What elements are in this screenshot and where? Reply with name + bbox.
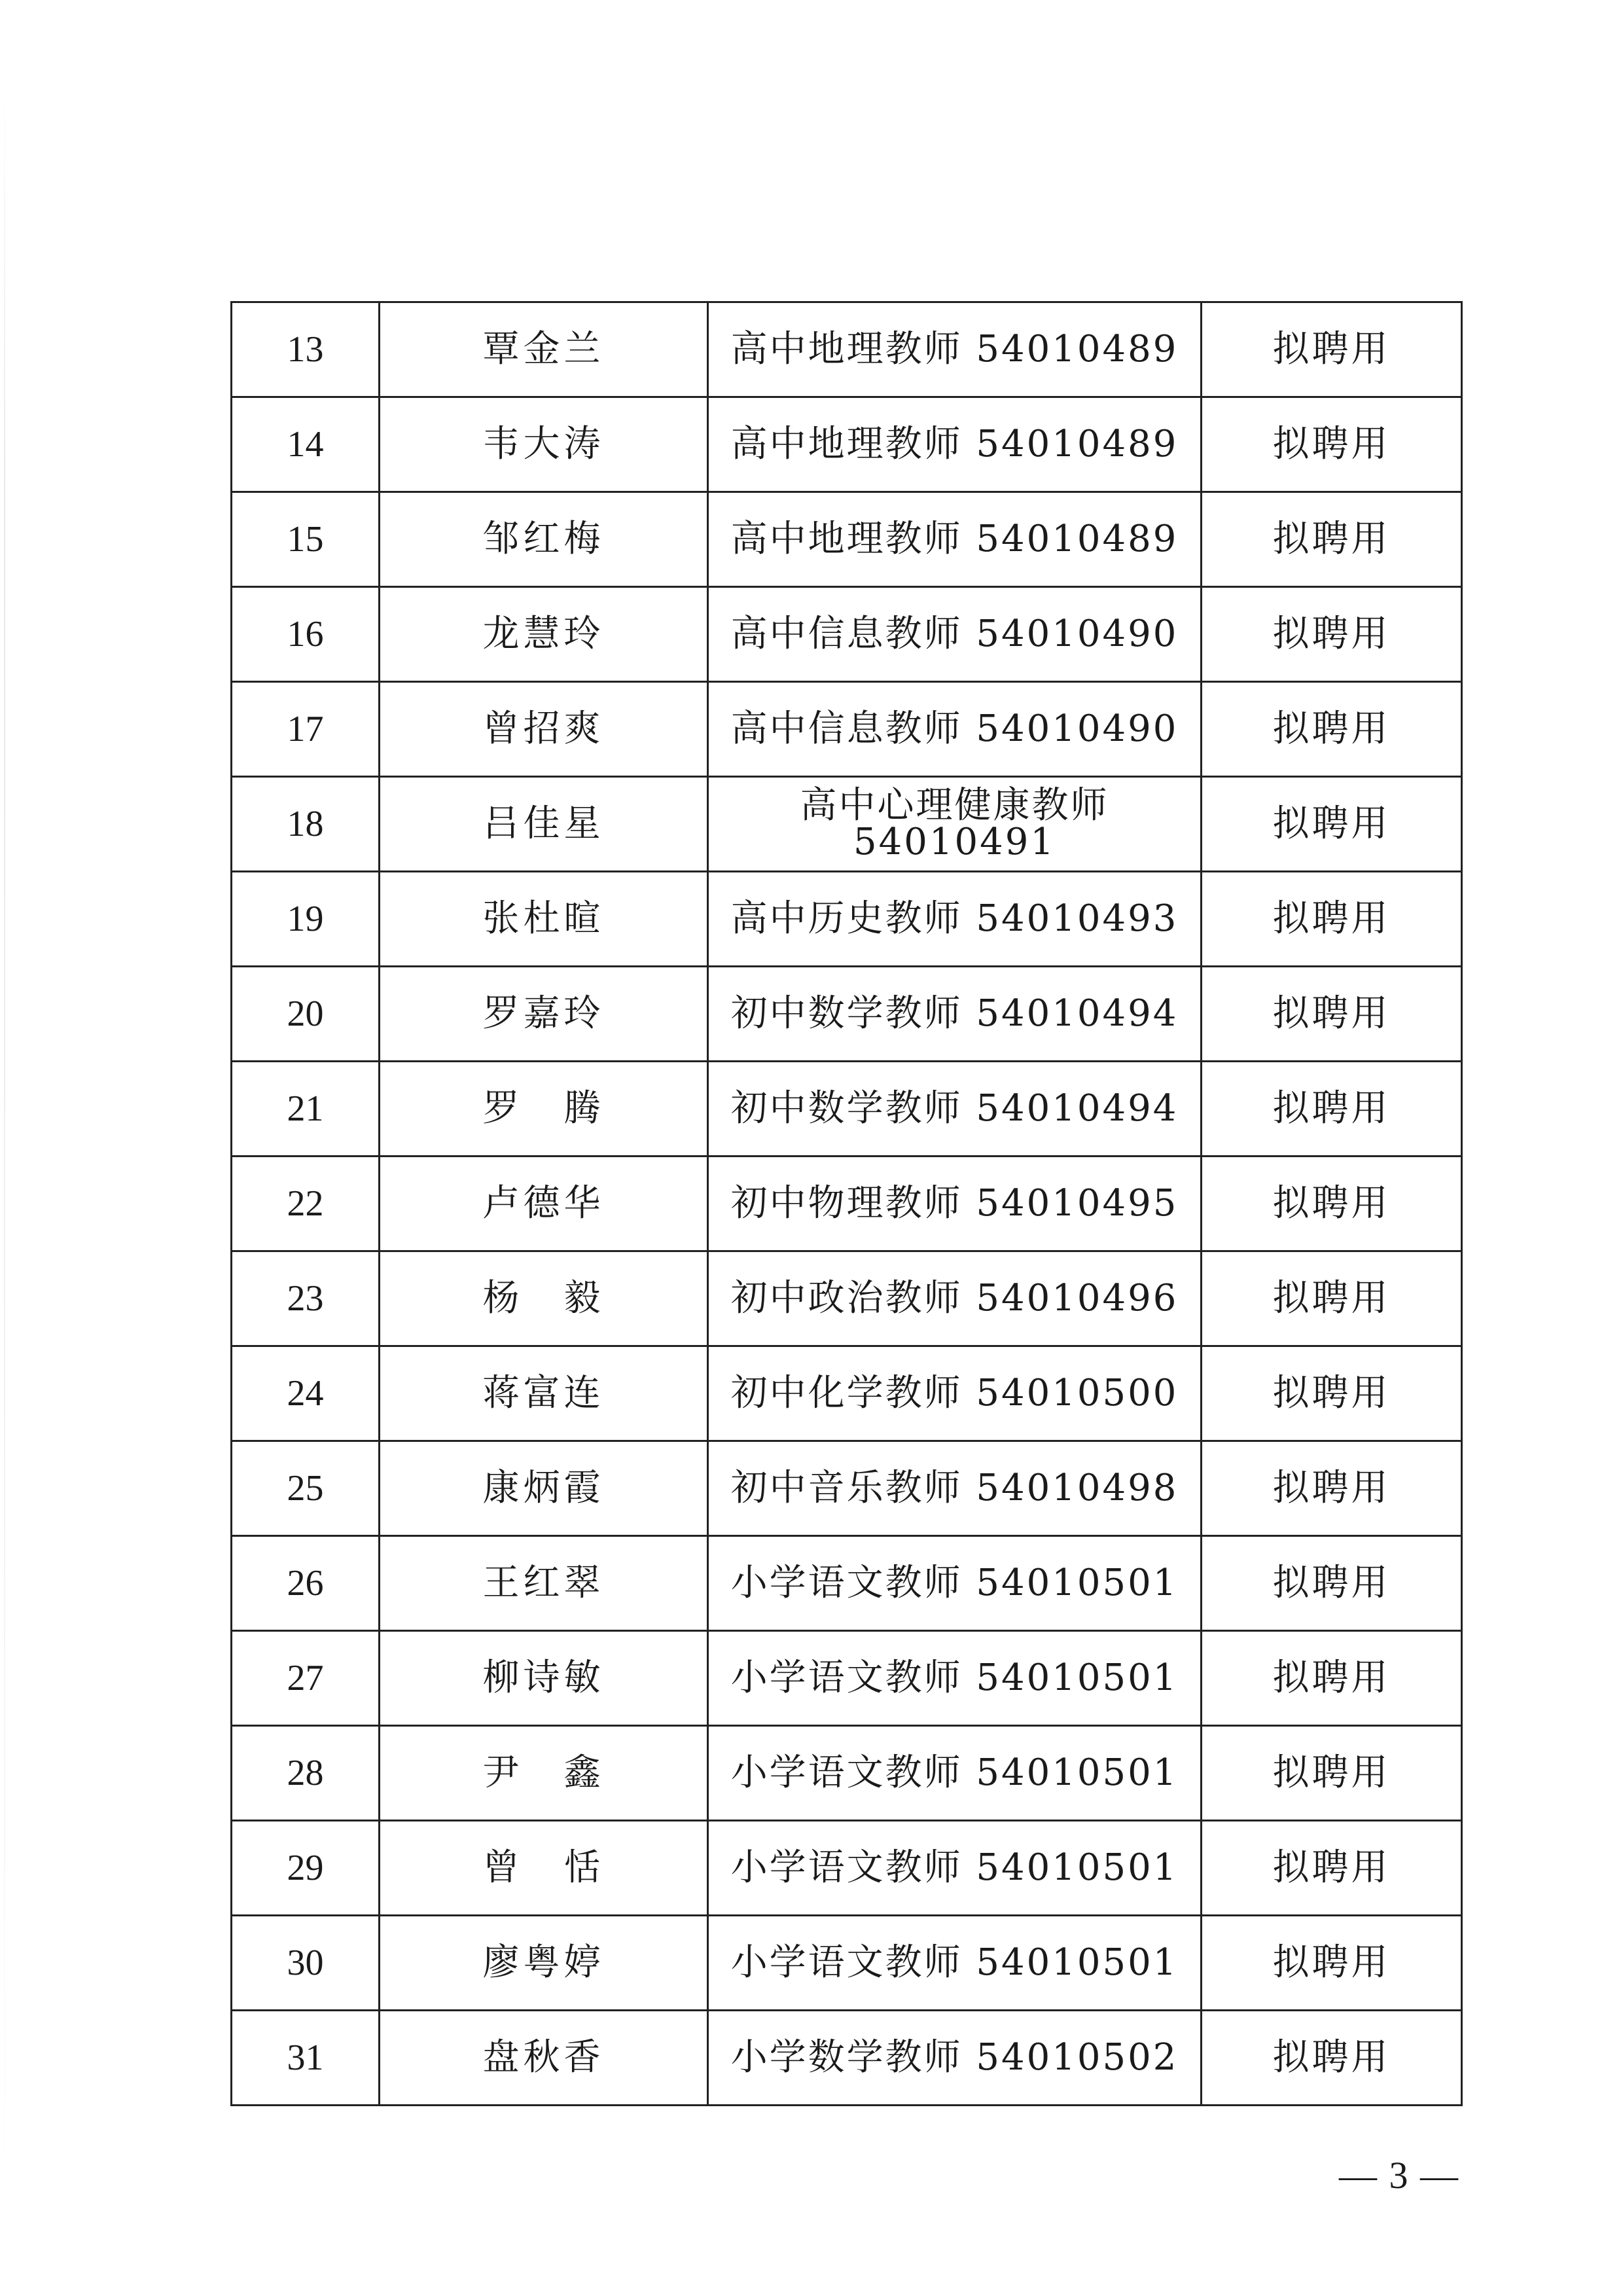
- row-number: 24: [232, 1346, 380, 1441]
- position-code: 小学语文教师 54010501: [708, 1536, 1202, 1631]
- position-code: 初中政治教师 54010496: [708, 1251, 1202, 1346]
- row-number: 18: [232, 777, 380, 872]
- candidate-name: 柳诗敏: [380, 1631, 708, 1726]
- hire-status: 拟聘用: [1202, 1157, 1462, 1251]
- position-code: 高中地理教师 54010489: [708, 397, 1202, 492]
- page-number: — 3 —: [1339, 2154, 1459, 2197]
- hire-status: 拟聘用: [1202, 1631, 1462, 1726]
- candidate-name: 张杜暄: [380, 872, 708, 967]
- candidate-name: 盘秋香: [380, 2011, 708, 2106]
- row-number: 15: [232, 492, 380, 587]
- table-row: [232, 682, 1462, 777]
- position-code: 高中心理健康教师 54010491: [708, 777, 1202, 872]
- roster-body: [232, 302, 1462, 2106]
- row-number: 21: [232, 1062, 380, 1157]
- table-row: [232, 587, 1462, 682]
- position-code: 初中音乐教师 54010498: [708, 1441, 1202, 1536]
- row-number: 13: [232, 302, 380, 397]
- row-number: 22: [232, 1157, 380, 1251]
- position-code: 高中地理教师 54010489: [708, 492, 1202, 587]
- candidate-name: 曾 恬: [380, 1821, 708, 1916]
- table-row: [232, 1631, 1462, 1726]
- candidate-name: 韦大涛: [380, 397, 708, 492]
- table-row: [232, 2011, 1462, 2106]
- position-code: 小学语文教师 54010501: [708, 1821, 1202, 1916]
- hire-status: 拟聘用: [1202, 587, 1462, 682]
- row-number: 17: [232, 682, 380, 777]
- table-row: [232, 1916, 1462, 2011]
- candidate-name: 蒋富连: [380, 1346, 708, 1441]
- position-code: 小学语文教师 54010501: [708, 1916, 1202, 2011]
- hire-status: 拟聘用: [1202, 1726, 1462, 1821]
- position-code: 高中信息教师 54010490: [708, 587, 1202, 682]
- row-number: 30: [232, 1916, 380, 2011]
- position-code: 初中数学教师 54010494: [708, 967, 1202, 1062]
- position-code: 初中物理教师 54010495: [708, 1157, 1202, 1251]
- row-number: 14: [232, 397, 380, 492]
- table-row: [232, 1251, 1462, 1346]
- table-row: [232, 777, 1462, 872]
- position-code: 小学数学教师 54010502: [708, 2011, 1202, 2106]
- roster-table: [230, 301, 1463, 2106]
- hire-status: 拟聘用: [1202, 967, 1462, 1062]
- position-code: 高中地理教师 54010489: [708, 302, 1202, 397]
- hire-status: 拟聘用: [1202, 1916, 1462, 2011]
- table-row: [232, 872, 1462, 967]
- hire-status: 拟聘用: [1202, 1251, 1462, 1346]
- candidate-name: 杨 毅: [380, 1251, 708, 1346]
- candidate-name: 龙慧玲: [380, 587, 708, 682]
- table-row: [232, 1157, 1462, 1251]
- hire-status: 拟聘用: [1202, 682, 1462, 777]
- table-row: [232, 967, 1462, 1062]
- position-code: 小学语文教师 54010501: [708, 1631, 1202, 1726]
- scan-edge: [4, 79, 5, 2238]
- hire-status: 拟聘用: [1202, 1536, 1462, 1631]
- position-code: 初中化学教师 54010500: [708, 1346, 1202, 1441]
- row-number: 31: [232, 2011, 380, 2106]
- row-number: 16: [232, 587, 380, 682]
- candidate-name: 覃金兰: [380, 302, 708, 397]
- row-number: 20: [232, 967, 380, 1062]
- position-code: 小学语文教师 54010501: [708, 1726, 1202, 1821]
- table-row: [232, 397, 1462, 492]
- candidate-name: 罗 腾: [380, 1062, 708, 1157]
- table-row: [232, 492, 1462, 587]
- position-code: 高中信息教师 54010490: [708, 682, 1202, 777]
- row-number: 23: [232, 1251, 380, 1346]
- candidate-name: 罗嘉玲: [380, 967, 708, 1062]
- hire-status: 拟聘用: [1202, 1821, 1462, 1916]
- hire-status: 拟聘用: [1202, 1441, 1462, 1536]
- hire-status: 拟聘用: [1202, 397, 1462, 492]
- candidate-name: 王红翠: [380, 1536, 708, 1631]
- row-number: 25: [232, 1441, 380, 1536]
- row-number: 19: [232, 872, 380, 967]
- position-code: 高中历史教师 54010493: [708, 872, 1202, 967]
- row-number: 28: [232, 1726, 380, 1821]
- row-number: 29: [232, 1821, 380, 1916]
- table-row: [232, 302, 1462, 397]
- candidate-name: 曾招爽: [380, 682, 708, 777]
- candidate-name: 邹红梅: [380, 492, 708, 587]
- candidate-name: 尹 鑫: [380, 1726, 708, 1821]
- candidate-name: 廖粤婷: [380, 1916, 708, 2011]
- hire-status: 拟聘用: [1202, 777, 1462, 872]
- row-number: 26: [232, 1536, 380, 1631]
- table-row: [232, 1062, 1462, 1157]
- table-row: [232, 1346, 1462, 1441]
- hire-status: 拟聘用: [1202, 2011, 1462, 2106]
- hire-status: 拟聘用: [1202, 872, 1462, 967]
- table-row: [232, 1726, 1462, 1821]
- hire-status: 拟聘用: [1202, 1346, 1462, 1441]
- candidate-name: 卢德华: [380, 1157, 708, 1251]
- candidate-name: 吕佳星: [380, 777, 708, 872]
- hire-status: 拟聘用: [1202, 302, 1462, 397]
- row-number: 27: [232, 1631, 380, 1726]
- position-code: 初中数学教师 54010494: [708, 1062, 1202, 1157]
- table-row: [232, 1821, 1462, 1916]
- candidate-name: 康炳霞: [380, 1441, 708, 1536]
- table-row: [232, 1536, 1462, 1631]
- hire-status: 拟聘用: [1202, 1062, 1462, 1157]
- hire-status: 拟聘用: [1202, 492, 1462, 587]
- table-row: [232, 1441, 1462, 1536]
